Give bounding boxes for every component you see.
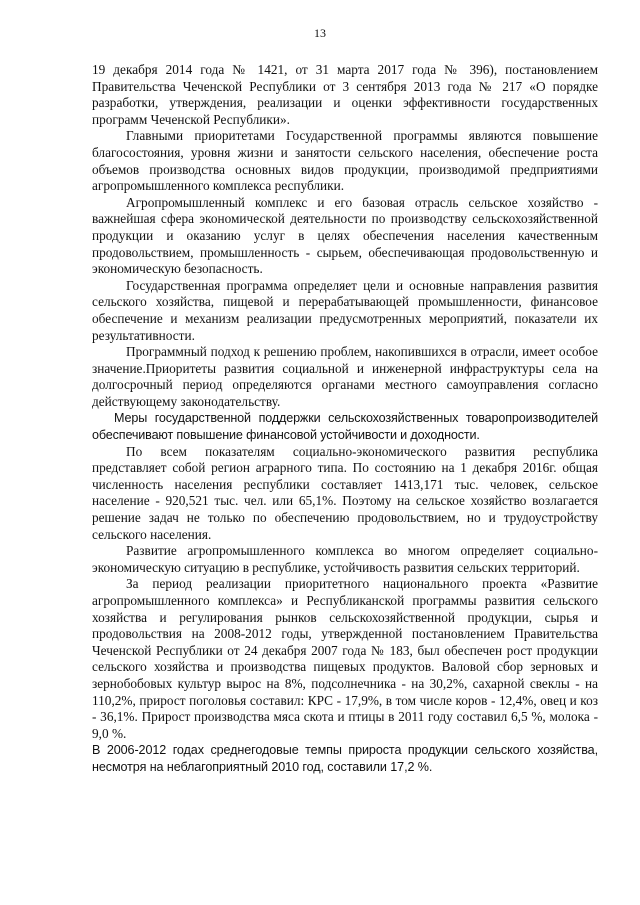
paragraph-state-support: Меры государственной поддержки сельскохозяйственных товаропроизводителей обеспечивают повышение финансовой устойчивости и доходности. bbox=[92, 411, 598, 443]
page-number: 13 bbox=[314, 26, 326, 40]
paragraph-region-indicators: По всем показателям социально-экономического развития республика представляет собой регион аграрного типа. По состоянию на 1 декабря 2016г. общая численность населения республики составляет 1413,171 тыс. человек, сельское население - 920,521 тыс. чел. или 65,1%. Поэтому на сельское хозяйство возлагается решение задач не только по обеспечению продовольствием, но и трудоустройству сельского населения. bbox=[92, 443, 598, 542]
paragraph-program-approach: Программный подход к решению проблем, накопившихся в отрасли, имеет особое значение.Приоритеты развития социальной и инженерной инфраструктуры села на долгосрочный период определяются органами местного самоуправления согласно действующему законодательству. bbox=[92, 344, 598, 409]
paragraph-national-project-results: За период реализации приоритетного национального проекта «Развитие агропромышленного комплекса» и Республиканской программы развития сельского хозяйства и регулирования рынков сельскохозяйственной продукции, сырья и продовольствия на 2008-2012 годы, утвержденной постановлением Правительства Чеченской Республики от 24 декабря 2007 года № 183, был обеспечен рост продукции сельского хозяйства и производства пищевых продуктов. Валовой сбор зерновых и зернобобовых культур вырос на 8%, подсолнечника - на 30,2%, сахарной свеклы - на 110,2%, прирост поголовья составил: КРС - 17,9%, в том числе коров - 12,4%, овец и коз - 36,1%. Прирост производства мяса скота и птицы в 2011 году составил 6,5 %, молока - 9,0 %. bbox=[92, 576, 598, 741]
paragraph-legal-references: 19 декабря 2014 года № 1421, от 31 марта 2017 года № 396), постановлением Правительства Чеченской Республики от 3 сентября 2013 года № 217 «О порядке разработки, утверждения, реализации и оценки эффективности государственных программ Чеченской Республики». bbox=[92, 62, 598, 127]
document-body bbox=[92, 62, 598, 776]
paragraph-program-goals: Государственная программа определяет цели и основные направления развития сельского хозяйства, пищевой и перерабатывающей промышленности, финансовое обеспечение и механизм реализации предусмотренных мероприятий, показатели их результативности. bbox=[92, 277, 598, 343]
paragraph-agro-development: Развитие агропромышленного комплекса во многом определяет социально-экономическую ситуацию в республике, устойчивость развития сельских территорий. bbox=[92, 543, 598, 575]
paragraph-program-priorities: Главными приоритетами Государственной программы являются повышение благосостояния, уровня жизни и занятости сельского населения, обеспечение роста объемов производства основных видов продукции, производимой предприятиями агропромышленного комплекса республики. bbox=[92, 128, 598, 194]
paragraph-growth-rates: В 2006-2012 годах среднегодовые темпы прироста продукции сельского хозяйства, несмотря на неблагоприятный 2010 год, составили 17,2 %. bbox=[92, 743, 598, 774]
paragraph-agro-complex: Агропромышленный комплекс и его базовая отрасль сельское хозяйство - важнейшая сфера экономической деятельности по производству сельскохозяйственной продукции и оказанию услуг в целях обеспечения населения качественным продовольствием, промышленность - сырьем, обеспечивающая продовольственную и экономическую безопасность. bbox=[92, 194, 598, 277]
